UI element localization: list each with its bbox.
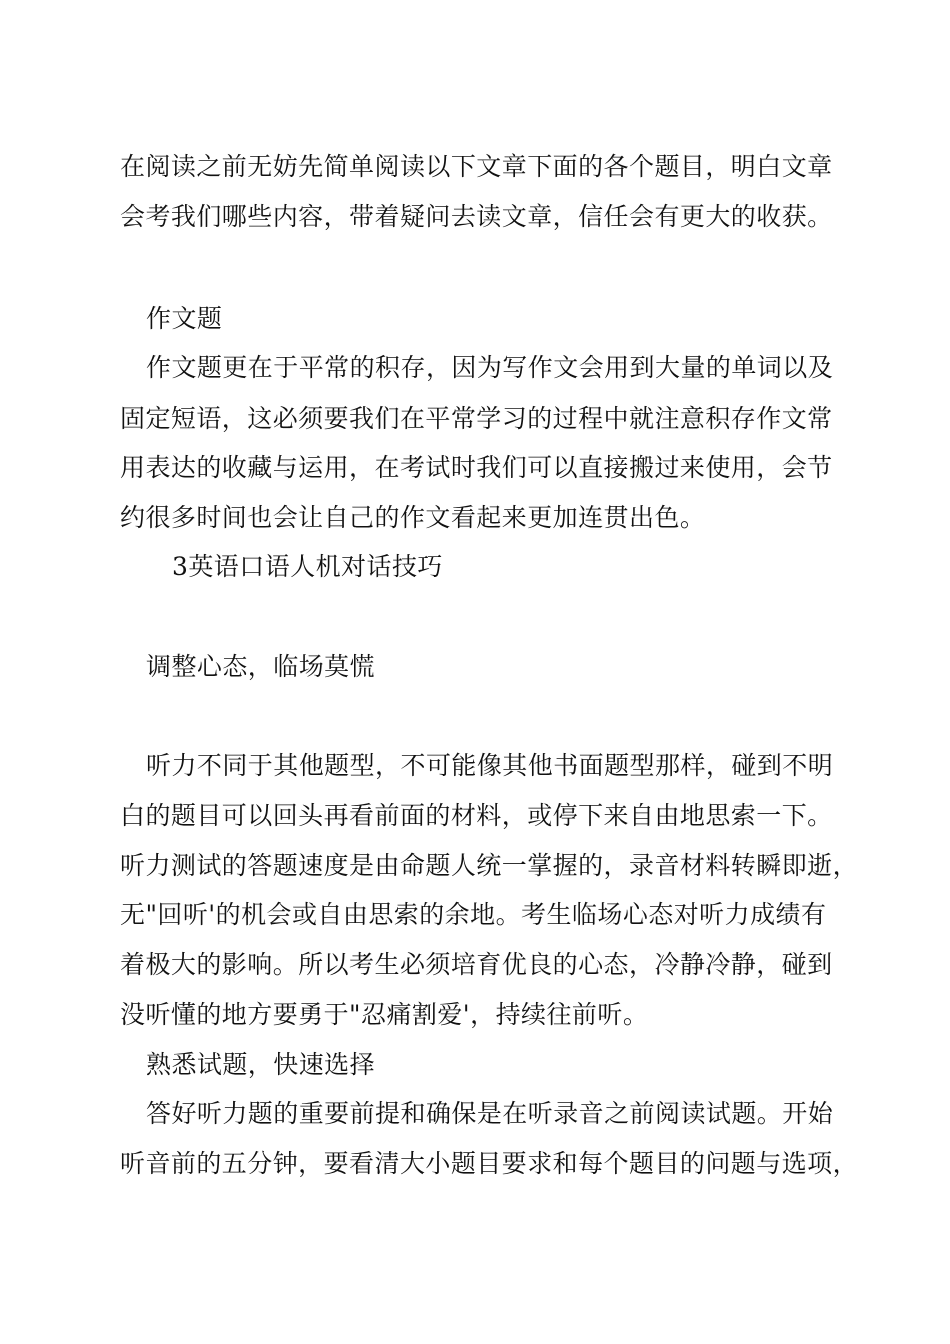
section-heading: 3英语口语人机对话技巧	[172, 552, 443, 581]
paragraph-line: 固定短语，这必须要我们在平常学习的过程中就注意积存作文常	[120, 404, 833, 433]
paragraph-line: 没听懂的地方要勇于"忍痛割爱'，持续往前听。	[120, 1000, 649, 1029]
paragraph-line: 作文题更在于平常的积存，因为写作文会用到大量的单词以及	[146, 353, 834, 382]
section-heading: 熟悉试题，快速选择	[146, 1050, 376, 1079]
paragraph-line: 无"回听'的机会或自由思索的余地。考生临场心态对听力成绩有	[120, 900, 827, 929]
paragraph-line: 在阅读之前无妨先简单阅读以下文章下面的各个题目，明白文章	[120, 152, 833, 181]
section-heading: 作文题	[146, 304, 223, 333]
section-heading: 调整心态，临场莫慌	[146, 652, 376, 681]
paragraph-line: 听力不同于其他题型，不可能像其他书面题型那样，碰到不明	[146, 751, 834, 780]
paragraph-line: 会考我们哪些内容，带着疑问去读文章，信任会有更大的收获。	[120, 202, 833, 231]
paragraph-line: 听音前的五分钟，要看清大小题目要求和每个题目的问题与选项，	[120, 1149, 859, 1178]
paragraph-line: 着极大的影响。所以考生必须培育优良的心态，冷静冷静，碰到	[120, 950, 833, 979]
paragraph-line: 听力测试的答题速度是由命题人统一掌握的，录音材料转瞬即逝，	[120, 851, 859, 880]
paragraph-line: 白的题目可以回头再看前面的材料，或停下来自由地思索一下。	[120, 801, 833, 830]
paragraph-line: 约很多时间也会让自己的作文看起来更加连贯出色。	[120, 503, 706, 532]
paragraph-line: 答好听力题的重要前提和确保是在听录音之前阅读试题。开始	[146, 1099, 834, 1128]
paragraph-line: 用表达的收藏与运用，在考试时我们可以直接搬过来使用，会节	[120, 453, 833, 482]
